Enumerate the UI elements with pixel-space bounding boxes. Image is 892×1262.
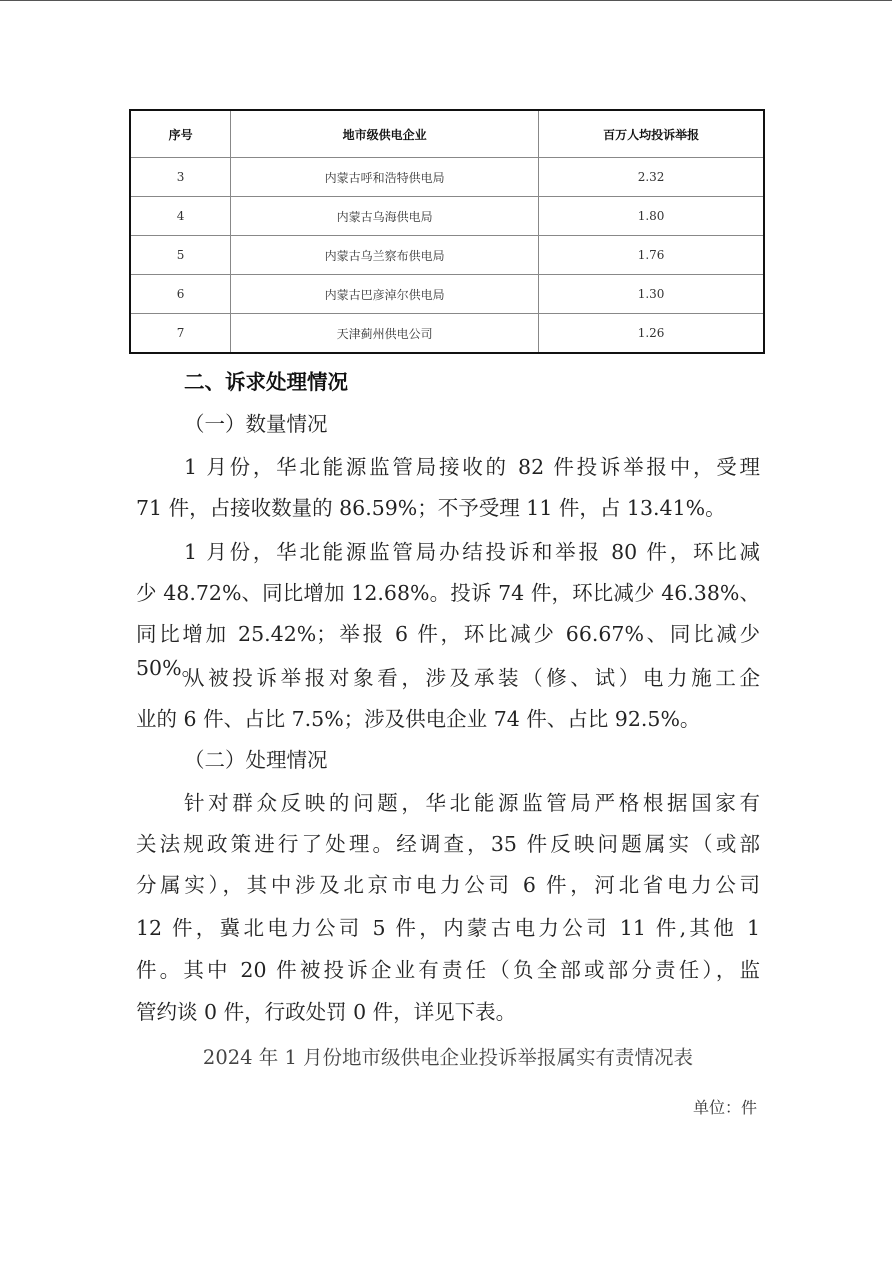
- paragraph-line: 分属实），其中涉及北京市电力公司 6 件，河北省电力公司: [136, 873, 760, 897]
- header-serial: 序号: [130, 110, 231, 158]
- cell-serial: 3: [130, 158, 231, 197]
- cell-value: 1.30: [539, 275, 764, 314]
- cell-company: 内蒙古乌兰察布供电局: [231, 236, 539, 275]
- paragraph-line: 管约谈 0 件，行政处罚 0 件，详见下表。: [136, 1000, 517, 1024]
- cell-serial: 7: [130, 314, 231, 354]
- cell-value: 2.32: [539, 158, 764, 197]
- cell-company: 内蒙古乌海供电局: [231, 197, 539, 236]
- table-caption: 2024 年 1 月份地市级供电企业投诉举报属实有责情况表: [202, 1046, 694, 1069]
- paragraph-line: 业的 6 件、占比 7.5%；涉及供电企业 74 件、占比 92.5%。: [136, 707, 701, 731]
- cell-company: 内蒙古呼和浩特供电局: [231, 158, 539, 197]
- header-company: 地市级供电企业: [231, 110, 539, 158]
- paragraph-line: 少 48.72%、同比增加 12.68%。投诉 74 件，环比减少 46.38%、: [136, 581, 760, 605]
- paragraph-line: 针对群众反映的问题，华北能源监管局严格根据国家有: [184, 791, 760, 815]
- table-row: [130, 275, 764, 314]
- table-row: [130, 197, 764, 236]
- paragraph-line: 71 件，占接收数量的 86.59%；不予受理 11 件，占 13.41%。: [136, 496, 726, 520]
- cell-value: 1.76: [539, 236, 764, 275]
- paragraph-line: 12 件，冀北电力公司 5 件，内蒙古电力公司 11 件,其他 1: [136, 916, 760, 940]
- subsection-handling-heading: （二）处理情况: [184, 748, 328, 772]
- table-row: [130, 236, 764, 275]
- table-header-row: [130, 110, 764, 158]
- cell-value: 1.80: [539, 197, 764, 236]
- subsection-quantity-heading: （一）数量情况: [184, 412, 328, 436]
- header-per-million: 百万人均投诉举报: [539, 110, 764, 158]
- cell-company: 天津蓟州供电公司: [231, 314, 539, 354]
- cell-serial: 5: [130, 236, 231, 275]
- unit-label: 单位：件: [692, 1098, 757, 1117]
- paragraph-line: 1 月份，华北能源监管局办结投诉和举报 80 件，环比减: [184, 540, 760, 564]
- cell-serial: 6: [130, 275, 231, 314]
- paragraph-line: 件。其中 20 件被投诉企业有责任（负全部或部分责任），监: [136, 958, 760, 982]
- paragraph-line: 关法规政策进行了处理。经调查，35 件反映问题属实（或部: [136, 832, 760, 856]
- complaint-ranking-table: [129, 109, 765, 354]
- paragraph-line: 从被投诉举报对象看，涉及承装（修、试）电力施工企: [184, 666, 760, 690]
- cell-company: 内蒙古巴彦淖尔供电局: [231, 275, 539, 314]
- section-heading: 二、诉求处理情况: [184, 370, 348, 394]
- table-row: [130, 314, 764, 354]
- cell-serial: 4: [130, 197, 231, 236]
- top-border-line: [0, 0, 892, 1]
- table-row: [130, 158, 764, 197]
- paragraph-line: 同比增加 25.42%；举报 6 件，环比减少 66.67%、同比减少 50%。: [136, 622, 760, 680]
- cell-value: 1.26: [539, 314, 764, 354]
- paragraph-line: 1 月份，华北能源监管局接收的 82 件投诉举报中，受理: [184, 455, 760, 479]
